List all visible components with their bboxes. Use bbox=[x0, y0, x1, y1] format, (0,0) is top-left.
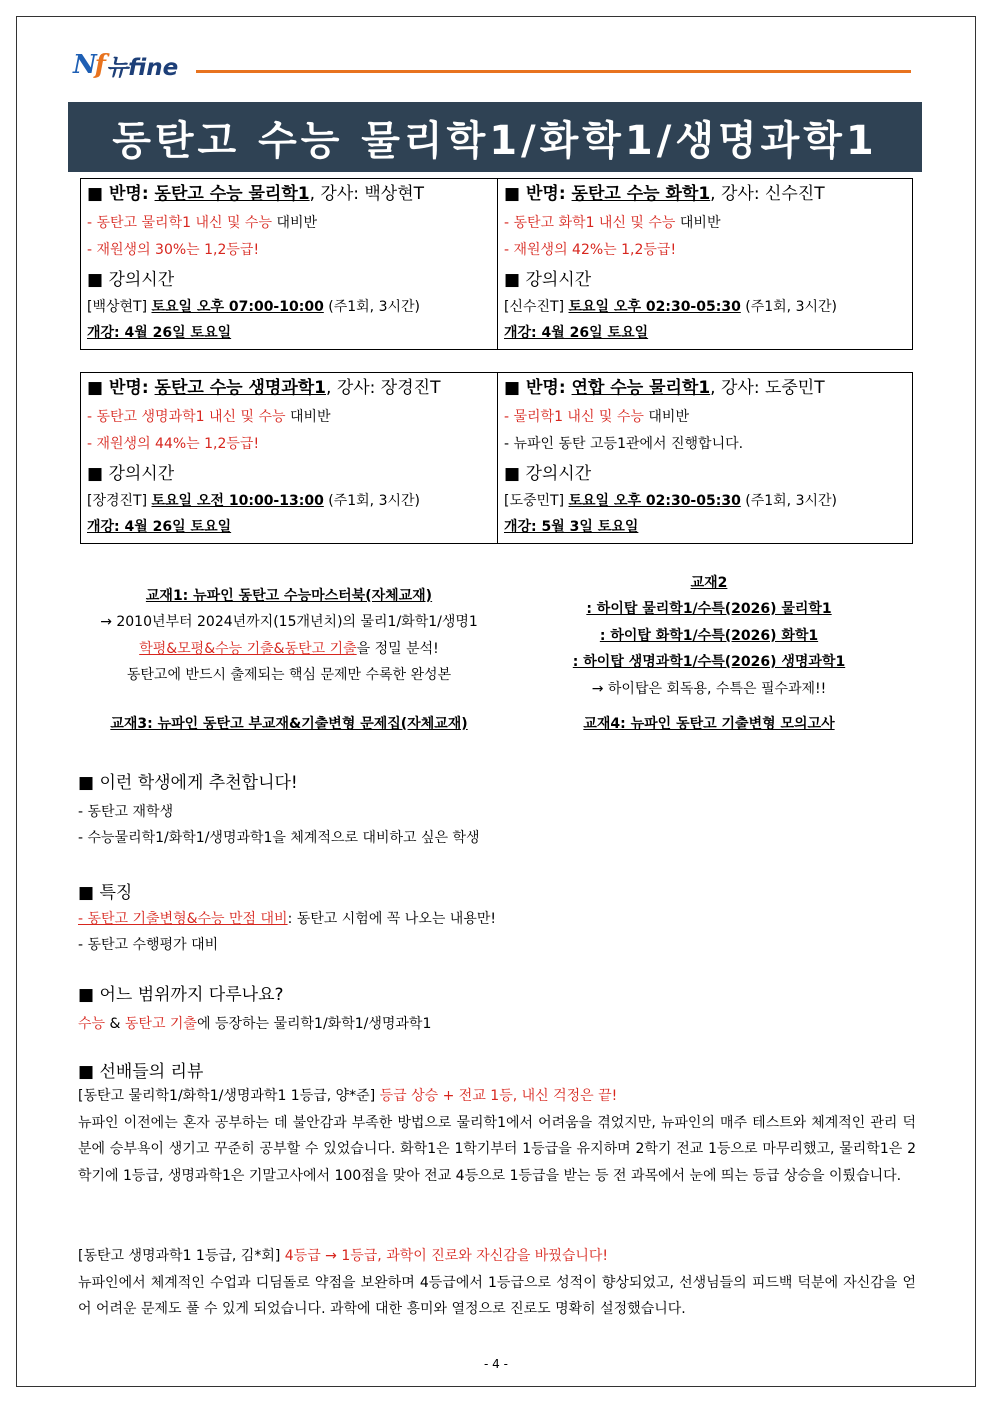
review-headline: 4등급 → 1등급, 과학이 진로와 자신감을 바꿨습니다! bbox=[284, 1248, 609, 1264]
schedule-line: [도중민T] 토요일 오후 02:30-05:30 (주1회, 3시간) bbox=[504, 493, 837, 509]
recommend-item: - 동탄고 재학생 bbox=[78, 804, 174, 820]
class-name-line: ■ 반명: 동탄고 수능 생명과학1, 강사: 장경진T bbox=[87, 378, 441, 398]
logo-text: 뉴fine bbox=[105, 54, 179, 81]
class-card-biology bbox=[81, 373, 497, 543]
schedule-heading: ■ 강의시간 bbox=[87, 270, 175, 290]
material-4-title: 교재4: 뉴파인 동탄고 기출변형 모의고사 bbox=[583, 716, 835, 732]
class-description: - 동탄고 화학1 내신 및 수능 대비반 bbox=[504, 215, 721, 231]
review-1 bbox=[78, 1083, 916, 1189]
schedule-heading: ■ 강의시간 bbox=[87, 464, 175, 484]
class-start-date: 개강: 5월 3일 토요일 bbox=[504, 519, 639, 535]
class-box-row-1 bbox=[80, 178, 913, 350]
class-description: - 동탄고 생명과학1 내신 및 수능 대비반 bbox=[87, 409, 331, 425]
feature-item: - 동탄고 수행평가 대비 bbox=[78, 937, 219, 953]
material-1-title: 교재1: 뉴파인 동탄고 수능마스터북(자체교재) bbox=[145, 588, 433, 604]
header-divider bbox=[196, 70, 911, 73]
class-description: - 동탄고 물리학1 내신 및 수능 대비반 bbox=[87, 215, 318, 231]
schedule-line: [신수진T] 토요일 오후 02:30-05:30 (주1회, 3시간) bbox=[504, 299, 837, 315]
class-name: 동탄고 수능 화학1 bbox=[571, 184, 711, 204]
class-start-date: 개강: 4월 26일 토요일 bbox=[87, 519, 232, 535]
class-name: 동탄고 수능 물리학1 bbox=[154, 184, 310, 204]
class-highlight: - 재원생의 42%는 1,2등급! bbox=[504, 242, 677, 258]
class-highlight: - 재원생의 30%는 1,2등급! bbox=[87, 242, 260, 258]
material-1-note: 동탄고에 반드시 출제되는 핵심 문제만 수록한 완성본 bbox=[126, 667, 452, 683]
title-banner bbox=[68, 102, 922, 172]
material-2-item: : 하이탑 화학1/수특(2026) 화학1 bbox=[599, 628, 819, 644]
material-2-item: : 하이탑 생명과학1/수특(2026) 생명과학1 bbox=[572, 654, 846, 670]
feature-item: - 동탄고 기출변형&수능 만점 대비: 동탄고 시험에 꼭 나오는 내용만! bbox=[78, 911, 496, 927]
review-headline: 등급 상승 + 전교 1등, 내신 걱정은 끝! bbox=[379, 1088, 618, 1104]
class-card-physics bbox=[81, 179, 497, 349]
logo-mark-n: N bbox=[73, 50, 95, 80]
schedule-heading: ■ 강의시간 bbox=[504, 270, 592, 290]
class-highlight: - 재원생의 44%는 1,2등급! bbox=[87, 436, 260, 452]
review-author: [동탄고 물리학1/화학1/생명과학1 1등급, 양*준] bbox=[78, 1088, 380, 1104]
material-1-highlight: 학평&모평&수능 기출&동탄고 기출을 정밀 분석! bbox=[139, 641, 439, 657]
material-3-title: 교재3: 뉴파인 동탄고 부교재&기출변형 문제집(자체교재) bbox=[110, 716, 468, 732]
class-name: 동탄고 수능 생명과학1 bbox=[154, 378, 327, 398]
material-2-note: → 하이탑은 회독용, 수특은 필수과제!! bbox=[591, 681, 827, 697]
class-start-date: 개강: 4월 26일 토요일 bbox=[87, 325, 232, 341]
class-start-date: 개강: 4월 26일 토요일 bbox=[504, 325, 649, 341]
scope-text: 수능 & 동탄고 기출에 등장하는 물리학1/화학1/생명과학1 bbox=[78, 1016, 432, 1032]
scope-heading: ■ 어느 범위까지 다루나요? bbox=[78, 985, 284, 1005]
review-author: [동탄고 생명과학1 1등급, 김*회] bbox=[78, 1248, 285, 1264]
recommend-heading: ■ 이런 학생에게 추천합니다! bbox=[78, 773, 298, 793]
reviews-heading: ■ 선배들의 리뷰 bbox=[78, 1062, 204, 1082]
page-number: - 4 - bbox=[484, 1357, 508, 1371]
material-2-item: : 하이탑 물리학1/수특(2026) 물리학1 bbox=[586, 601, 832, 617]
class-note: - 뉴파인 동탄 고등1관에서 진행합니다. bbox=[504, 436, 744, 452]
logo-mark-f: f bbox=[94, 50, 104, 80]
class-card-joint-physics bbox=[498, 373, 914, 543]
page-title: 동탄고 수능 물리학1/화학1/생명과학1 bbox=[112, 117, 878, 164]
review-2 bbox=[78, 1243, 916, 1323]
class-name-line: ■ 반명: 동탄고 수능 물리학1, 강사: 백상현T bbox=[87, 184, 425, 204]
schedule-heading: ■ 강의시간 bbox=[504, 464, 592, 484]
material-1-desc: → 2010년부터 2024년까지(15개년치)의 물리1/화학1/생명1 bbox=[100, 614, 478, 630]
class-box-row-2 bbox=[80, 372, 913, 544]
material-2-title: 교재2 bbox=[690, 575, 728, 591]
class-card-chemistry bbox=[498, 179, 914, 349]
recommend-item: - 수능물리학1/화학1/생명과학1을 체계적으로 대비하고 싶은 학생 bbox=[78, 830, 480, 846]
newfine-logo bbox=[73, 48, 178, 82]
features-heading: ■ 특징 bbox=[78, 883, 133, 903]
class-name: 연합 수능 물리학1 bbox=[571, 378, 711, 398]
review-body: 뉴파인 이전에는 혼자 공부하는 데 불안감과 부족한 방법으로 물리학1에서 어려움을 겪었지만, 뉴파인의 매주 테스트와 체계적인 관리 덕분에 승부욕이 생기고 꾸준히 공부할 수 있었습니다. 화학1은 1학기부터 1등급을 유지하며 2학기 전교 1등으로 마무리했고, 물리학1은 2학기에 1등급, 생명과학1은 기말고사에서 100점을 맞아 전교 4등으로 1등급을 받는 등 전 과목에서 눈에 띄는 등급 상승을 이뤘습니다. bbox=[78, 1114, 916, 1184]
schedule-line: [백상현T] 토요일 오후 07:00-10:00 (주1회, 3시간) bbox=[87, 299, 420, 315]
class-name-line: ■ 반명: 연합 수능 물리학1, 강사: 도중민T bbox=[504, 378, 825, 398]
schedule-line: [장경진T] 토요일 오전 10:00-13:00 (주1회, 3시간) bbox=[87, 493, 420, 509]
logo-mark bbox=[73, 50, 104, 80]
class-description: - 물리학1 내신 및 수능 대비반 bbox=[504, 409, 689, 425]
review-body: 뉴파인에서 체계적인 수업과 디딤돌로 약점을 보완하며 4등급에서 1등급으로 성적이 향상되었고, 선생님들의 피드백 덕분에 자신감을 얻어 어려운 문제도 풀 수 있게 되었습니다. 과학에 대한 흥미와 열정으로 진로도 명확히 설정했습니다. bbox=[78, 1274, 916, 1317]
class-name-line: ■ 반명: 동탄고 수능 화학1, 강사: 신수진T bbox=[504, 184, 825, 204]
